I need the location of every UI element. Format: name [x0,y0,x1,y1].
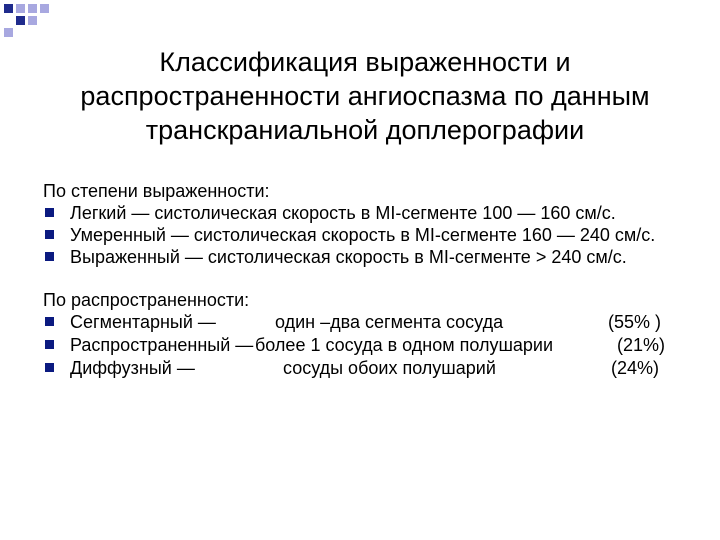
square-bullet-icon [45,317,54,326]
deco-square [16,4,25,13]
deco-square [4,28,13,37]
prevalence-item-percent: (21%) [617,335,666,355]
prevalence-item-desc: один –два сегмента сосуда [275,312,504,332]
severity-item-moderate [43,224,693,246]
severity-item-text: Умеренный — систолическая скорость в MI-сегменте 160 — 240 см/с. [70,225,656,245]
square-bullet-icon [45,363,54,372]
deco-square [4,4,13,13]
severity-item-mild [43,202,693,224]
deco-square [28,4,37,13]
slide-title [40,45,690,147]
prevalence-item-percent: (55% ) [608,312,662,332]
prevalence-item-name: Распространенный — [70,335,254,355]
prevalence-item-segmental [43,311,693,334]
prevalence-item-widespread [43,334,693,357]
prevalence-item-name: Сегментарный — [70,312,216,332]
prevalence-item-desc: сосуды обоих полушарий [283,358,496,378]
title-line-1: Классификация выраженности и [159,47,571,77]
title-line-3: транскраниальной доплерографии [145,115,585,145]
prevalence-item-percent: (24%) [611,358,660,378]
square-bullet-icon [45,340,54,349]
deco-square [16,16,25,25]
severity-item-text: Выраженный — систолическая скорость в MI-сегменте > 240 см/с. [70,247,627,267]
severity-item-text: Легкий — систолическая скорость в MI-сегменте 100 — 160 см/с. [70,203,616,223]
severity-item-severe [43,246,693,268]
prevalence-item-diffuse [43,357,693,380]
severity-heading: По степени выраженности: [43,181,270,201]
prevalence-item-name: Диффузный — [70,358,195,378]
square-bullet-icon [45,230,54,239]
deco-square [28,16,37,25]
square-bullet-icon [45,252,54,261]
prevalence-item-desc: более 1 сосуда в одном полушарии [255,335,554,355]
prevalence-heading: По распространенности: [43,290,250,310]
square-bullet-icon [45,208,54,217]
corner-decoration [0,0,80,40]
title-line-2: распространенности ангиоспазма по данным [80,81,650,111]
deco-square [40,4,49,13]
slide-body [43,180,693,380]
